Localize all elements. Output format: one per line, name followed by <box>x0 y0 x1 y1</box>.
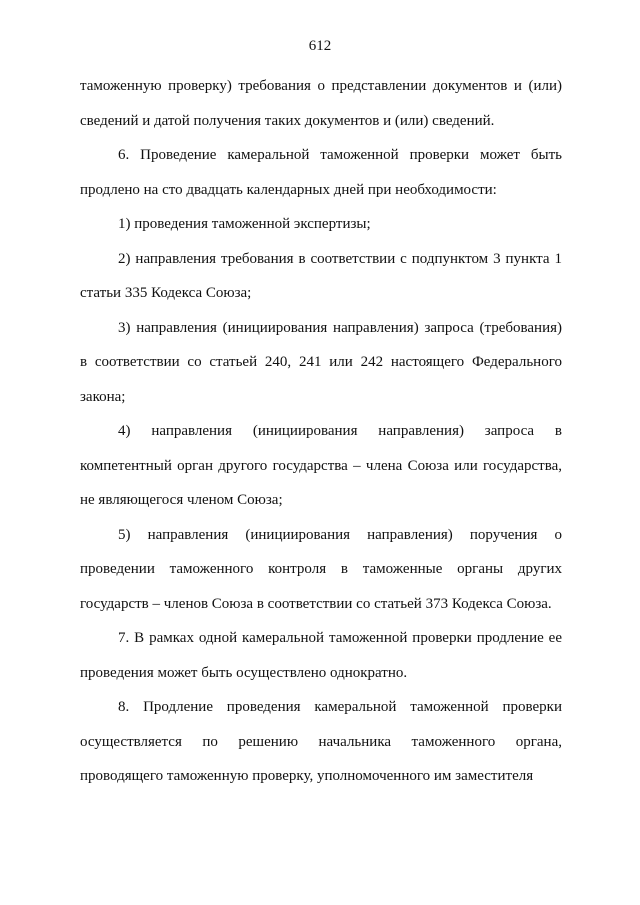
text-line: 4) направления (инициирования направления) запроса в <box>118 423 562 439</box>
paragraph <box>80 69 562 138</box>
text-line: проводящего таможенную проверку, уполномоченного им заместителя <box>80 768 534 784</box>
paragraph <box>80 690 562 794</box>
text-line: закона; <box>80 388 126 405</box>
text-line: 5) направления (инициирования направления) поручения о <box>118 526 562 543</box>
paragraph <box>80 242 562 311</box>
document-body <box>80 69 562 794</box>
text-line: сведений и датой получения таких документов и (или) сведений. <box>80 112 495 129</box>
text-line: 6. Проведение камеральной таможенной проверки может быть <box>118 147 562 163</box>
paragraph <box>80 311 562 415</box>
paragraph <box>80 138 562 207</box>
text-line: проведении таможенного контроля в таможенные органы других <box>80 561 562 577</box>
paragraph <box>80 518 562 622</box>
text-line: 2) направления требования в соответствии с подпунктом 3 пункта 1 <box>118 250 562 267</box>
text-line: статьи 335 Кодекса Союза; <box>80 285 252 301</box>
text-line: соответствии со статьей 240, 241 или 242 настоящего Федерального <box>94 354 562 370</box>
text-line: продлено на сто двадцать календарных дней при необходимости: <box>80 181 497 198</box>
text-line: 1) проведения таможенной экспертизы; <box>118 216 371 232</box>
text-line: проведения может быть осуществлено однократно. <box>80 664 408 681</box>
paragraph <box>80 207 562 242</box>
page-number: 612 <box>308 38 332 54</box>
paragraph <box>80 621 562 690</box>
text-line: 3) направления (инициирования направления) запроса (требования) в <box>80 319 562 370</box>
text-line: 8. Продление проведения камеральной таможенной проверки <box>118 699 562 715</box>
text-line: государств – членов Союза в соответствии со статьей 373 Кодекса Союза. <box>80 595 552 612</box>
text-line: таможенную проверку) требования о представлении документов и (или) <box>80 78 562 94</box>
text-line: не являющегося членом Союза; <box>80 492 283 508</box>
text-line: 7. В рамках одной камеральной таможенной проверки продление ее <box>118 630 562 646</box>
text-line: осуществляется по решению начальника таможенного органа, <box>80 733 562 750</box>
paragraph <box>80 414 562 518</box>
text-line: компетентный орган другого государства – члена Союза или государства, <box>80 457 562 474</box>
